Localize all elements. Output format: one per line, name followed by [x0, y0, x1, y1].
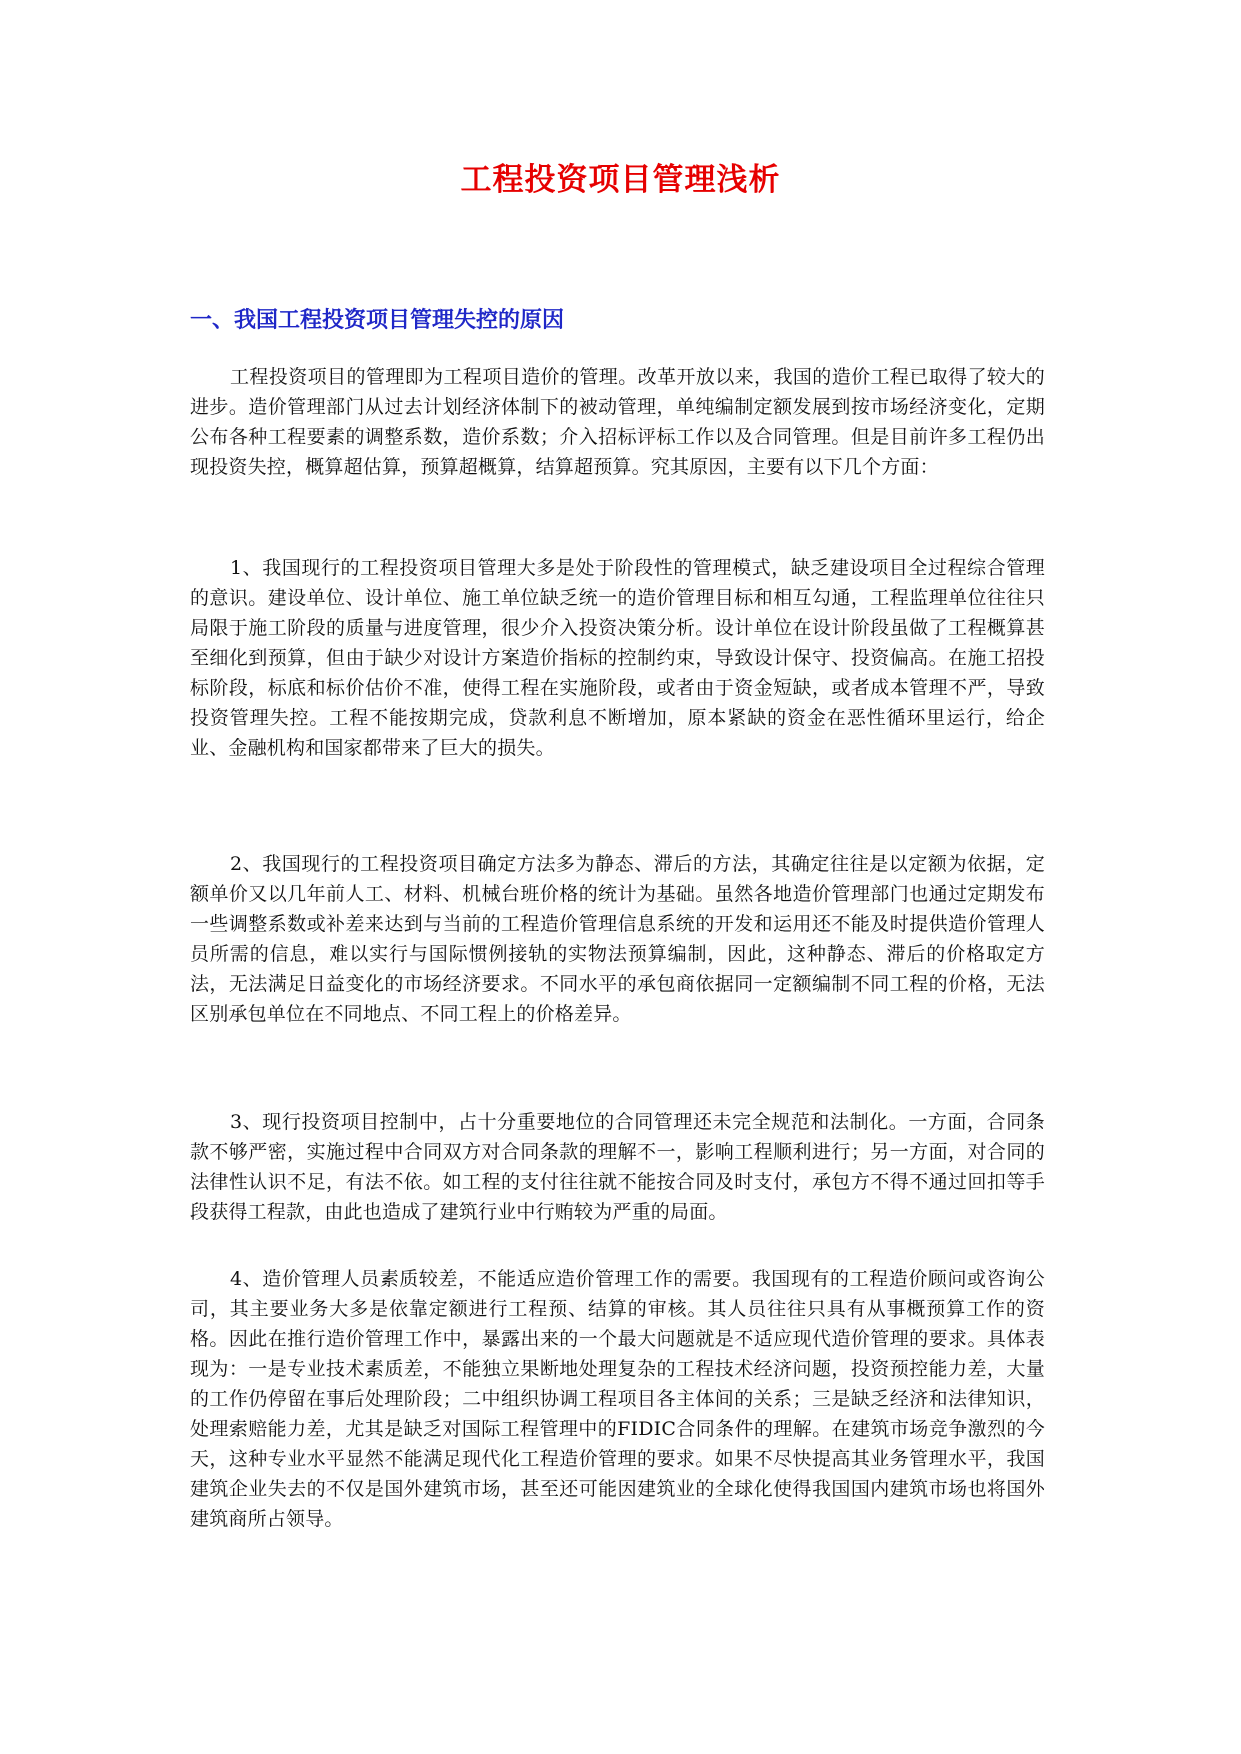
paragraph-3: 3、现行投资项目控制中，占十分重要地位的合同管理还未完全规范和法制化。一方面，合同条款不够严密，实施过程中合同双方对合同条款的理解不一，影响工程顺利进行；另一方面，对合同的法律性认识不足，有法不依。如工程的支付往往就不能按合同及时支付，承包方不得不通过回扣等手段获得工程款，由此也造成了建筑行业中行贿较为严重的局面。 — [190, 1111, 1045, 1223]
document-title: 工程投资项目管理浅析 — [460, 162, 781, 198]
paragraph-4: 4、造价管理人员素质较差，不能适应造价管理工作的需要。我国现有的工程造价顾问或咨询公司，其主要业务大多是依靠定额进行工程预、结算的审核。其人员往往只具有从事概预算工作的资格。因此在推行造价管理工作中，暴露出来的一个最大问题就是不适应现代造价管理的要求。具体表现为：一是专业技术素质差，不能独立果断地处理复杂的工程技术经济问题，投资预控能力差，大量的工作仍停留在事后处理阶段；二中组织协调工程项目各主体间的关系；三是缺乏经济和法律知识，处理索赔能力差，尤其是缺乏对国际工程管理中的FIDIC合同条件的理解。在建筑市场竞争激烈的今天，这种专业水平显然不能满足现代化工程造价管理的要求。如果不尽快提高其业务管理水平，我国建筑企业失去的不仅是国外建筑市场，甚至还可能因建筑业的全球化使得我国国内建筑市场也将国外建筑商所占领导。 — [190, 1268, 1045, 1530]
paragraph-1: 1、我国现行的工程投资项目管理大多是处于阶段性的管理模式，缺乏建设项目全过程综合管理的意识。建设单位、设计单位、施工单位缺乏统一的造价管理目标和相互勾通，工程监理单位往往只局限于施工阶段的质量与进度管理，很少介入投资决策分析。设计单位在设计阶段虽做了工程概算甚至细化到预算，但由于缺少对设计方案造价指标的控制约束，导致设计保守、投资偏高。在施工招投标阶段，标底和标价估价不准，使得工程在实施阶段，或者由于资金短缺，或者成本管理不严，导致投资管理失控。工程不能按期完成，贷款利息不断增加，原本紧缺的资金在恶性循环里运行，给企业、金融机构和国家都带来了巨大的损失。 — [190, 557, 1045, 759]
paragraph-intro: 工程投资项目的管理即为工程项目造价的管理。改革开放以来，我国的造价工程已取得了较大的进步。造价管理部门从过去计划经济体制下的被动管理，单纯编制定额发展到按市场经济变化，定期公布各种工程要素的调整系数，造价系数；介入招标评标工作以及合同管理。但是目前许多工程仍出现投资失控，概算超估算，预算超概算，结算超预算。究其原因，主要有以下几个方面： — [190, 366, 1045, 478]
section-heading: 一、我国工程投资项目管理失控的原因 — [190, 307, 565, 333]
paragraph-2: 2、我国现行的工程投资项目确定方法多为静态、滞后的方法，其确定往往是以定额为依据，定额单价又以几年前人工、材料、机械台班价格的统计为基础。虽然各地造价管理部门也通过定期发布一些调整系数或补差来达到与当前的工程造价管理信息系统的开发和运用还不能及时提供造价管理人员所需的信息，难以实行与国际惯例接轨的实物法预算编制，因此，这种静态、滞后的价格取定方法，无法满足日益变化的市场经济要求。不同水平的承包商依据同一定额编制不同工程的价格，无法区别承包单位在不同地点、不同工程上的价格差异。 — [190, 853, 1045, 1025]
